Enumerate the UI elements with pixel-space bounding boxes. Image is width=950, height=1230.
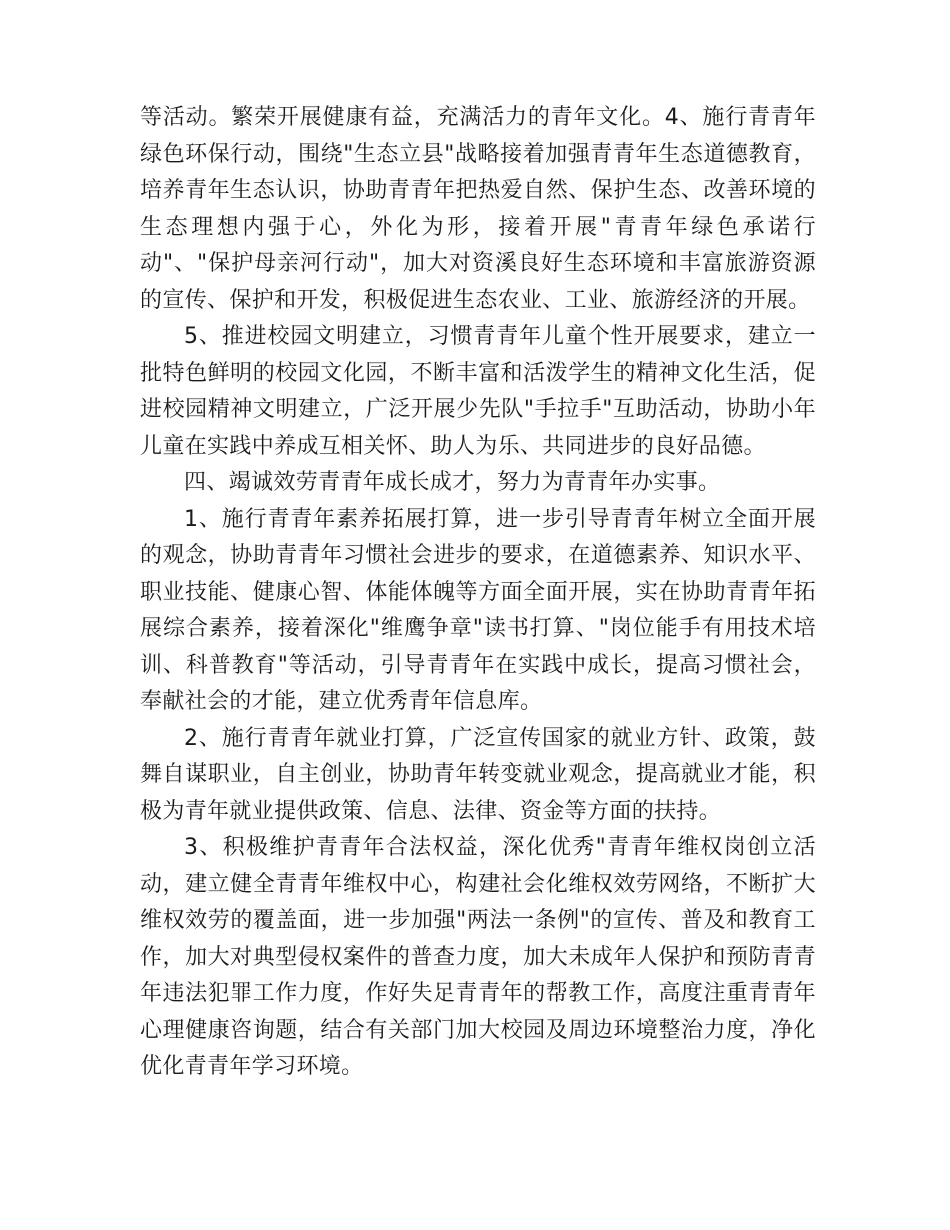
document-body (140, 100, 816, 1086)
paragraph-campus-civilization: 5、推进校园文明建立，习惯青青年儿童个性开展要求，建立一批特色鲜明的校园文化园，不断丰富和活泼学生的精神文化生活，促进校园精神文明建立，广泛开展少先队"手拉手"互助活动，协助小年儿童在实践中养成互相关怀、助人为乐、共同进步的良好品德。 (140, 324, 816, 459)
paragraph-ecology: 等活动。繁荣开展健康有益，充满活力的青年文化。4、施行青青年绿色环保行动，围绕"生态立县"战略接着加强青青年生态道德教育，培养青年生态认识，协助青青年把热爱自然、保护生态、改善环境的生态理想内强于心，外化为形，接着开展"青青年绿色承诺行动"、"保护母亲河行动"，加大对资溪良好生态环境和丰富旅游资源的宣传、保护和开发，积极促进生态农业、工业、旅游经济的开展。 (140, 105, 816, 313)
paragraph-employment: 2、施行青青年就业打算，广泛宣传国家的就业方针、政策，鼓舞自谋职业，自主创业，协助青年转变就业观念，提高就业才能，积极为青年就业提供政策、信息、法律、资金等方面的扶持。 (140, 725, 816, 824)
paragraph-quality-expansion: 1、施行青青年素养拓展打算，进一步引导青青年树立全面开展的观念，协助青青年习惯社会进步的要求，在道德素养、知识水平、职业技能、健康心智、体能体魄等方面全面开展，实在协助青青年拓展综合素养，接着深化"维鹰争章"读书打算、"岗位能手有用技术培训、科普教育"等活动，引导青青年在实践中成长，提高习惯社会，奉献社会的才能，建立优秀青年信息库。 (140, 506, 816, 714)
paragraph-rights-protection: 3、积极维护青青年合法权益，深化优秀"青青年维权岗创立活动，建立健全青青年维权中心，构建社会化维权效劳网络，不断扩大维权效劳的覆盖面，进一步加强"两法一条例"的宣传、普及和教育工作，加大对典型侵权案件的普查力度，加大未成年人保护和预防青青年违法犯罪工作力度，作好失足青青年的帮教工作，高度注重青青年心理健康咨询题，结合有关部门加大校园及周边环境整治力度，净化优化青青年学习环境。 (140, 835, 816, 1079)
section-heading-four: 四、竭诚效劳青青年成长成才，努力为青青年办实事。 (184, 470, 721, 495)
